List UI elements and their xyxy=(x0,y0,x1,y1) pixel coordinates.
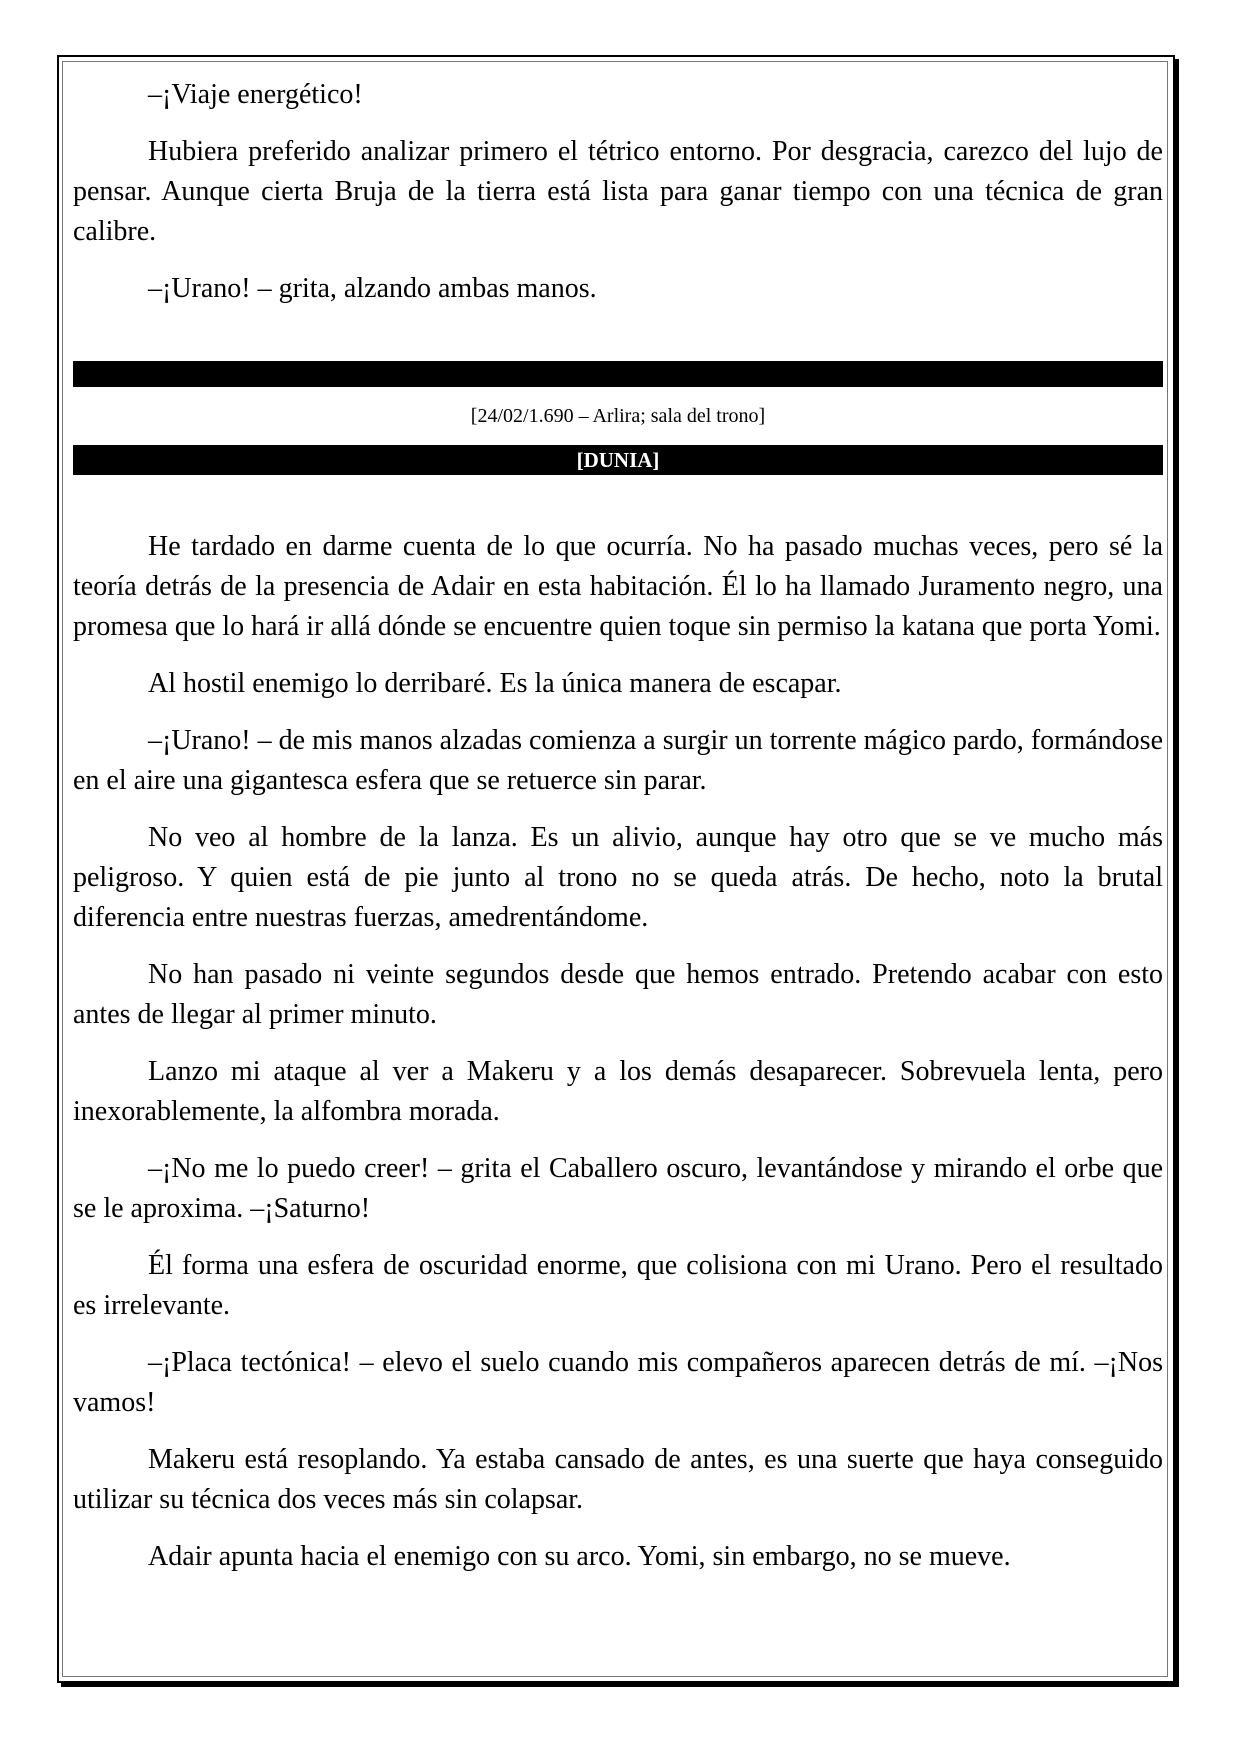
paragraph: Makeru está resoplando. Ya estaba cansado de antes, es una suerte que haya conseguido utilizar su técnica dos veces más sin colapsar. xyxy=(73,1444,1163,1515)
scene-header: [24/02/1.690 – Arlira; sala del trono] xyxy=(470,405,766,427)
paragraph: –¡Urano! – grita, alzando ambas manos. xyxy=(148,273,597,304)
paragraph: –¡No me lo puedo creer! – grita el Caballero oscuro, levantándose y mirando el orbe que se le aproxima. –¡Saturno! xyxy=(73,1153,1163,1224)
paragraph: No han pasado ni veinte segundos desde que hemos entrado. Pretendo acabar con esto antes de llegar al primer minuto. xyxy=(73,959,1163,1030)
paragraph: –¡Placa tectónica! – elevo el suelo cuando mis compañeros aparecen detrás de mí. –¡Nos vamos! xyxy=(73,1347,1163,1418)
paragraph: Él forma una esfera de oscuridad enorme, que colisiona con mi Urano. Pero el resultado es irrelevante. xyxy=(73,1250,1163,1321)
paragraph: Adair apunta hacia el enemigo con su arco. Yomi, sin embargo, no se mueve. xyxy=(148,1541,1011,1572)
paragraph: Al hostil enemigo lo derribaré. Es la única manera de escapar. xyxy=(148,668,842,699)
section-divider-bar xyxy=(73,361,1163,387)
page-content xyxy=(73,75,1163,1594)
paragraph: He tardado en darme cuenta de lo que ocurría. No ha pasado muchas veces, pero sé la teoría detrás de la presencia de Adair en esta habitación. Él lo ha llamado Juramento negro, una promesa que lo hará ir allá dónde se encuentre quien toque sin permiso la katana que porta Yomi. xyxy=(73,531,1163,642)
paragraph: Hubiera preferido analizar primero el tétrico entorno. Por desgracia, carezco del lujo de pensar. Aunque cierta Bruja de la tierra está lista para ganar tiempo con una técnica de gran calibre. xyxy=(73,136,1163,247)
paragraph: –¡Urano! – de mis manos alzadas comienza a surgir un torrente mágico pardo, formándose en el aire una gigantesca esfera que se retuerce sin parar. xyxy=(73,725,1163,796)
pov-label: [DUNIA] xyxy=(73,445,1163,475)
paragraph: No veo al hombre de la lanza. Es un alivio, aunque hay otro que se ve mucho más peligroso. Y quien está de pie junto al trono no se queda atrás. De hecho, noto la brutal diferencia entre nuestras fuerzas, amedrentándome. xyxy=(73,822,1163,933)
paragraph: Lanzo mi ataque al ver a Makeru y a los demás desaparecer. Sobrevuela lenta, pero inexorablemente, la alfombra morada. xyxy=(73,1056,1163,1127)
part1-text xyxy=(73,75,1163,309)
paragraph: –¡Viaje energético! xyxy=(148,79,363,110)
part2-text xyxy=(73,527,1163,1577)
